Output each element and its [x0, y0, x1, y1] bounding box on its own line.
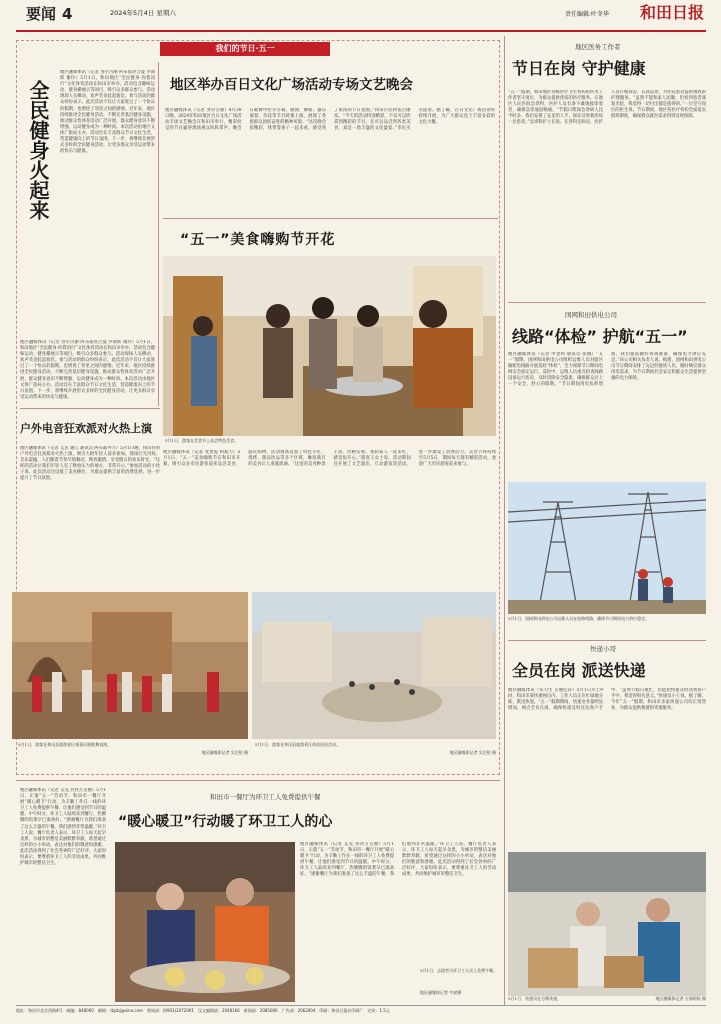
r2-body: 地区融媒体讯（记者 申金利 通讯员 张晓）“五一”假期，国网和田供电公司组织运维人员对辖区输配电线路开展巡检“体检”，全力保障节日期间电网安全稳定运行。巡检中，运维人员重点检查线路设备运行状况，及时消除安全隐患，确保群众过上一个安全、舒心的假期。“节日期间用电负荷增加，我们提前做好各项准备，确保电力供应充足。”该公司相关负责人说。据悉，国网和田供电公司节日期间安排了充足的值班人员，随时响应群众用电需求，为节日期间社会安定和群众生活提供坚强的电力保障。 [508, 352, 706, 388]
divider [16, 780, 500, 781]
r1-kicker: 地区医务工作者 [575, 43, 621, 51]
a3-photo [163, 256, 496, 436]
left-photo [12, 592, 248, 739]
b1-title: “暖心暖卫”行动暖了环卫工人的心 [118, 814, 333, 830]
left-caption: 5月1日，游客在和田县旅游景区观看民族歌舞表演。 [18, 742, 112, 747]
divider [508, 302, 706, 303]
b1-body-2: 地区融媒体讯（记者 艾克 热孜万古丽）5月1日，正值“五一”劳动节，和田市一餐厅开展“暖心暖卫”行动，为辛勤工作在一线的环卫工人免费提供午餐，让他们感受到节日的温暖。中午时分，环卫工人陆续来到餐厅，热腾腾的饭菜早已准备好。“感谢餐厅为我们准备了这么丰盛的午餐，我们感到非常温暖。”环卫工人说。餐厅负责人表示，环卫工人每天起早贪黑，为城市的整洁美丽默默奉献，希望通过这样的小小举动，表达对他们的敬意和感谢。此次活动得到了社会各界的广泛好评，大家纷纷表示，要尊重环卫工人的劳动成果，共同维护城市的整洁卫生。 [300, 842, 496, 878]
r2-photo [508, 482, 706, 614]
divider [163, 218, 498, 219]
r3-caption: 5月1日，快递员在分拣快递。 [508, 996, 562, 1001]
a3-caption: 5月1日，游客在美食节上品尝特色美食。 [165, 438, 239, 443]
r2-title: 线路“体检” 护航“五一” [512, 327, 688, 346]
page-number: 4 [62, 5, 73, 23]
header-rule [16, 30, 706, 32]
a3-title: “五一”美食嗨购节开花 [180, 232, 336, 248]
b1-caption: 5月1日，志愿者为环卫工人送上免费午餐。 [420, 968, 498, 973]
r3-title: 全员在岗 派送快递 [512, 661, 646, 680]
a4-body: 地区融媒体讯（记者 艾克 谢江 通讯员 阿布都外力）5月1日晚，和田县的户外电音狂欢派对火热上演，吸引大批年轻人前来参加。现场灯光闪烁，音乐震撼，人们随着节奏尽情舞动，释放激情，享受假日的欢乐时光。“这样的活动让我们年轻人有了释放压力的地方，非常开心。”参加活动的小伙子说。此次活动还设置了美食摊位，为群众提供丰富的消费选择，进一步提升了节日氛围。 [20, 446, 160, 482]
a1-body: 地区融媒体讯（记者 努尔古丽·阿布都热合曼 罗锦辉 谢玲）5月1日，和田地区“全民健身·你我同行”文化体育活动在和田市举办，活动包含趣味运动、健身操展示等项目，吸引众多群众参与。活动现场人头攒动，欢声笑语此起彼伏。参与活动的群众纷纷表示，此次活动不仅让大家度过了一个快乐的假期，也增进了邻里之间的感情。近年来，地区持续推进全民健身活动，不断完善基层健身设施，推动群众性体育活动广泛开展，群众健身意识不断增强，运动健身成为一种时尚。本次活动由地区文体广旅局主办，活动旨在丰富群众节日文化生活，营造健康向上的节日氛围。下一步，将继续开展形式多样的全民健身活动，让更多群众享受运动带来的快乐与健康。 [60, 70, 155, 155]
r1-title: 节日在岗 守护健康 [512, 59, 646, 78]
a2-title: 地区举办百日文化广场活动专场文艺晚会 [170, 77, 413, 93]
a2-body: 地区融媒体讯（记者 努尔古丽）4月30日晚，2024年和田地区百日文化广场活动专场文艺晚会在和田市举行，精彩纷呈的节目赢得现场观众阵阵掌声。晚会在歌舞中拉开序幕，歌曲、舞蹈、器乐演奏、杂技等节目轮番上演，展现了各族群众团结奋进的精神风貌。“这次晚会很精彩，我带着孩子一起来看，感受到了浓浓的节日氛围。”和田市民阿依古丽说。“今天的活动特别精彩，不仅可以欣赏到精彩的节目，还可以品尝到各类美食，真是一场丰盛的文化盛宴。”市民买买提说。据了解，百日文化广场活动将持续开展，为广大群众送上丰富多彩的文化大餐。 [165, 108, 495, 132]
festival-banner: 我们的节日·五一 [160, 42, 330, 56]
left-reporter: 地区融媒体记者 吴巴哈 摄 [201, 750, 248, 755]
r1-body: “五一”假期，和田地区各级医疗卫生机构的医务工作者坚守岗位，为群众提供优质的医疗服务。在地区人民医院急诊科，医护人员有条不紊地接诊患者，确保急诊通道畅通。“节假日期间急诊病人比平时多，我们安排了充足的人手，保证及时救治每一位患者。”急诊科护士长说。在各科室病房，医护人员仔细查房、认真巡诊，为住院患者提供细致的护理服务。“虽然不能和家人团聚，但看到患者康复出院，我觉得一切付出都是值得的。”一位坚守岗位的医生说。节日期间，地区各医疗机构全面落实值班制度，确保群众就医需求得到及时保障。 [508, 90, 706, 126]
r3-kicker: 快递小哥 [590, 645, 616, 653]
footer: 地址：和田市北京西路4号 邮编：848000 邮箱：rbjsbj@sina.com 要闻部：(0903)2072001 汉文编辑部：2048166 新闻部：2085000 广告部：2062004 印刷：和田日报社印刷厂 定价：1.5元 [16, 1008, 390, 1013]
a1-title: 全民健身火起来 [26, 80, 50, 220]
divider [508, 640, 706, 641]
right-reporter: 地区融媒体记者 吴巴哈 摄 [449, 750, 496, 755]
r2-kicker: 国网和田供电公司 [565, 311, 617, 319]
r2-caption: 5月1日，国网和田供电公司运维人员在检修线路，确保节日期间电力供应稳定。 [508, 616, 650, 621]
a3-body: 地区融媒体讯（记者 麦麦提 阿迪力）5月1日，“五一”美食嗨购节在和田市开幕，吸引众多市民游客前来品尝美食、游玩购物。活动现场设置了特色小吃、烧烤、甜品饮品等多个区域，琳琅满目的美食让人垂涎欲滴。“这里的美食种类丰富，价格实惠，我和家人一起来吃，感觉很开心。”游客王女士说。活动期间还开展了文艺演出、互动游戏等活动，进一步激发了消费活力。美食节将持续至5月5日，期间每天都有精彩活动，欢迎广大市民游客前来参与。 [163, 450, 496, 468]
right-photo [252, 592, 496, 739]
editor-line: 责任编辑:叶冬华 [565, 11, 610, 18]
divider [20, 408, 160, 409]
r3-photo [508, 852, 706, 996]
b1-body: 地区融媒体讯（记者 艾克 热孜万古丽）5月1日，正值“五一”劳动节，和田市一餐厅开展“暖心暖卫”行动，为辛勤工作在一线的环卫工人免费提供午餐，让他们感受到节日的温暖。中午时分，环卫工人陆续来到餐厅，热腾腾的饭菜早已准备好。“感谢餐厅为我们准备了这么丰盛的午餐，我们感到非常温暖。”环卫工人说。餐厅负责人表示，环卫工人每天起早贪黑，为城市的整洁美丽默默奉献，希望通过这样的小小举动，表达对他们的敬意和感谢。此次活动得到了社会各界的广泛好评，大家纷纷表示，要尊重环卫工人的劳动成果，共同维护城市的整洁卫生。 [20, 788, 106, 867]
footer-rule [16, 1005, 706, 1006]
a1-body-2: 地区融媒体讯（记者 努尔古丽·阿布都热合曼 罗锦辉 谢玲）5月1日，和田地区“全民健身·你我同行”文化体育活动在和田市举办，活动包含趣味运动、健身操展示等项目，吸引众多群众参与。活动现场人头攒动，欢声笑语此起彼伏。参与活动的群众纷纷表示，此次活动不仅让大家度过了一个快乐的假期，也增进了邻里之间的感情。近年来，地区持续推进全民健身活动，不断完善基层健身设施，推动群众性体育活动广泛开展，群众健身意识不断增强，运动健身成为一种时尚。本次活动由地区文体广旅局主办，活动旨在丰富群众节日文化生活，营造健康向上的节日氛围。下一步，将继续开展形式多样的全民健身活动，让更多群众享受运动带来的快乐与健康。 [20, 340, 155, 400]
a4-title: 户外电音狂欢派对火热上演 [20, 422, 152, 435]
newspaper-logo: 和田日报 [640, 3, 705, 22]
right-caption: 5月1日，游客在和田县旅游景区体验民俗活动。 [255, 742, 341, 747]
b1-reporter: 地区融媒体记者 牛斌摄 [420, 990, 462, 995]
divider [158, 62, 159, 406]
section-title: 要闻 4 [26, 5, 73, 23]
column-divider [504, 36, 505, 1006]
b1-photo [115, 842, 295, 1002]
issue-date: 2024年5月4日 星期六 [110, 9, 176, 17]
r3-reporter: 地区融媒体记者 古丽阿依 摄 [655, 996, 706, 1001]
b1-kicker: 和田市一餐厅为环卫工人免费提供午餐 [210, 793, 321, 801]
r3-body: 地区融媒体讯（实习生 古丽尼莎）5月1日早上9时，和田市某快递网点内，工作人员正在忙碌地分拣、派送快递。“五一”假期期间，快递业务量明显增加，网点全员在岗，确保快递及时送达客户手中。“虽然节假日很忙，但能把快递及时送到客户手中，我觉得很有意义。”快递员小王说。据了解，今年“五一”假期，和田市多家快递公司均正常营业，为群众提供便捷的寄递服务。 [508, 688, 706, 712]
